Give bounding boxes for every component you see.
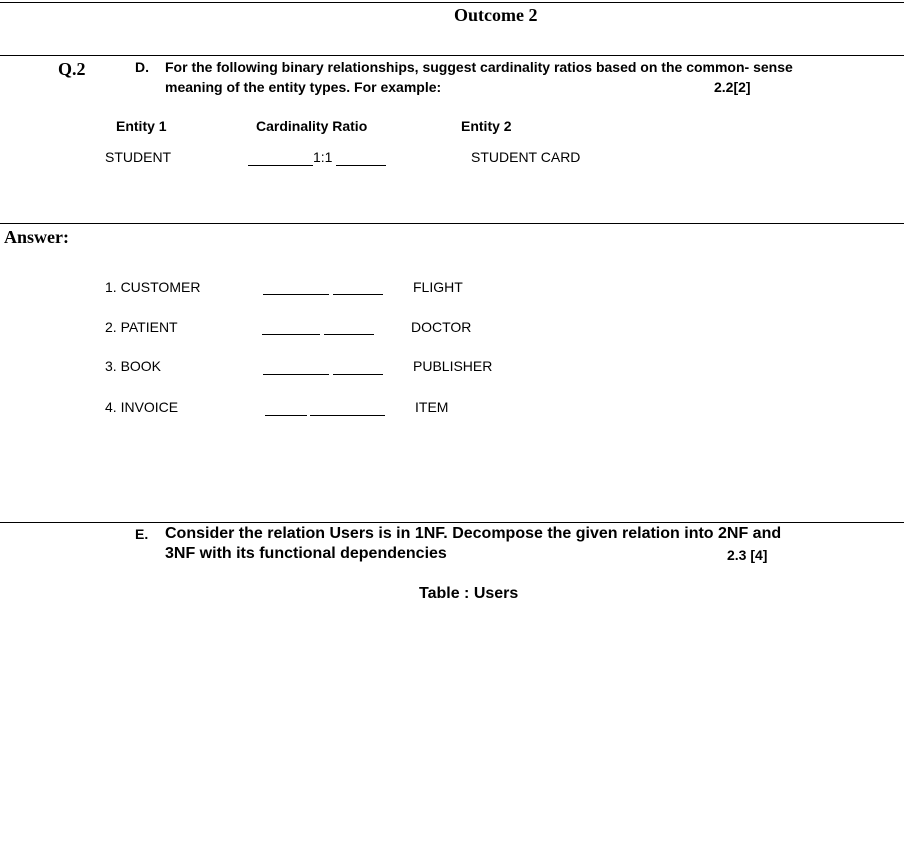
answer-row-entity2: ITEM xyxy=(415,399,449,415)
answer-row-blank[interactable] xyxy=(263,374,329,375)
example-ratio: 1:1 xyxy=(313,149,333,165)
top-rule xyxy=(0,2,904,3)
part-e-text-line1: Consider the relation Users is in 1NF. Decompose the given relation into 2NF and xyxy=(165,525,782,542)
answer-row-entity1: 1. CUSTOMER xyxy=(105,279,201,295)
answer-row-entity2: FLIGHT xyxy=(413,279,463,295)
part-d-marks: 2.2[2] xyxy=(714,79,751,95)
example-entity2: STUDENT CARD xyxy=(471,149,581,165)
answer-row-entity1: 3. BOOK xyxy=(105,358,162,374)
column-header-ratio: Cardinality Ratio xyxy=(256,118,368,134)
part-d-text-line2: meaning of the entity types. For example: xyxy=(165,79,442,95)
answer-row-blank[interactable] xyxy=(265,415,307,416)
answer-row-entity1: 2. PATIENT xyxy=(105,319,178,335)
part-e-text-line2: 3NF with its functional dependencies xyxy=(165,545,447,562)
part-d-text-line1: For the following binary relationships, suggest cardinality ratios based on the common- sense xyxy=(165,59,793,75)
answer-row-blank[interactable] xyxy=(263,294,329,295)
example-blank-right xyxy=(336,165,386,166)
example-entity1: STUDENT xyxy=(105,149,172,165)
answer-rule xyxy=(0,223,904,224)
question-number: Q.2 xyxy=(58,59,86,79)
header-rule xyxy=(0,55,904,56)
answer-row-blank[interactable] xyxy=(324,334,374,335)
page-title: Outcome 2 xyxy=(454,5,538,25)
answer-row-entity1: 4. INVOICE xyxy=(105,399,179,415)
part-e-marks: 2.3 [4] xyxy=(727,547,768,563)
column-header-entity1: Entity 1 xyxy=(116,118,167,134)
answer-row-blank[interactable] xyxy=(262,334,320,335)
example-blank-left xyxy=(248,165,313,166)
part-d-letter: D. xyxy=(135,59,149,75)
answer-row-entity2: PUBLISHER xyxy=(413,358,493,374)
part-e-rule xyxy=(0,522,904,523)
table-caption: Table : Users xyxy=(419,585,519,602)
answer-row-blank[interactable] xyxy=(333,374,383,375)
answer-label: Answer: xyxy=(4,227,69,247)
answer-row-entity2: DOCTOR xyxy=(411,319,472,335)
answer-row-blank[interactable] xyxy=(310,415,385,416)
answer-row-blank[interactable] xyxy=(333,294,383,295)
part-e-letter: E. xyxy=(135,526,149,542)
column-header-entity2: Entity 2 xyxy=(461,118,512,134)
